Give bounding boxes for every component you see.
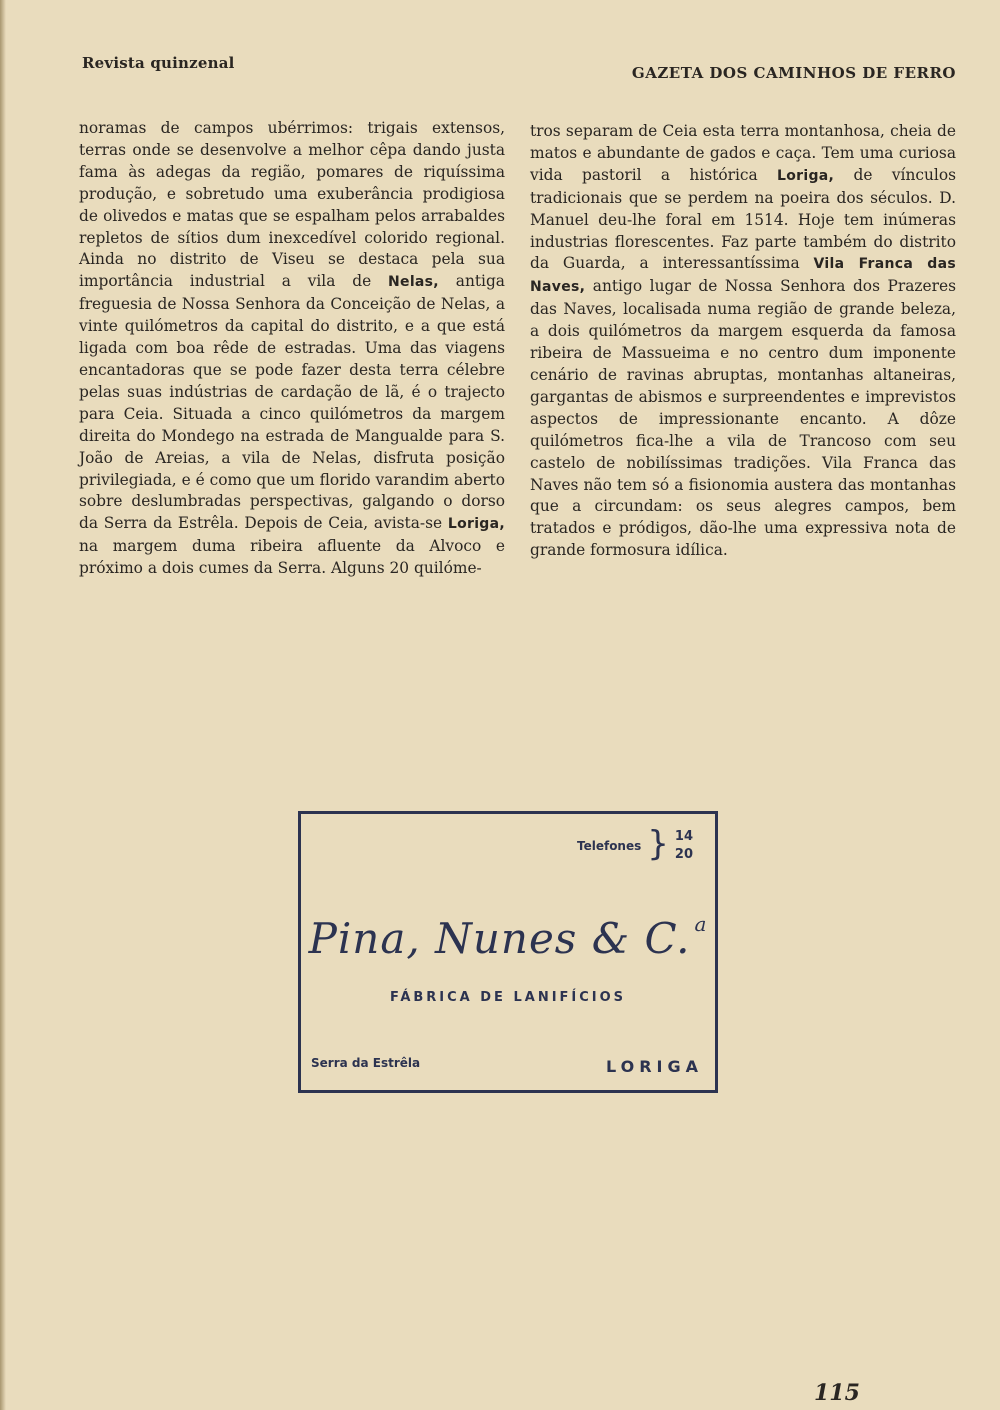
phone-number: 14 xyxy=(674,829,693,844)
phone-numbers xyxy=(675,828,693,864)
phone-number: 20 xyxy=(674,847,693,862)
place-name-nelas: Nelas, xyxy=(388,274,439,291)
ad-location-left: Serra da Estrêla xyxy=(311,1056,421,1070)
text-run: noramas de campos ubérrimos: trigais extensos, terras onde se desenvolve a melhor cêpa dando justa fama às adegas da região, pomares de riquíssima produção, e sobretudo uma exuberância prodigiosa de olivedos e matas que se espalham pelos arrabaldes repletos de sítios dum inexcedível colorido regional. Ainda no distrito de Viseu se destaca pela sua importância industrial a vila de xyxy=(79,119,505,291)
advertisement-box xyxy=(298,811,718,1093)
place-name-vila-franca: Vila Franca das Naves, xyxy=(530,256,956,296)
phone-block xyxy=(576,824,693,864)
phones-label: Telefones xyxy=(576,839,642,853)
article-paragraph xyxy=(530,121,956,562)
text-run: de vínculos tradicionais que se perdem na poeira dos séculos. D. Manuel deu-lhe foral em 1514. Hoje tem inúmeras industrias florescentes. Faz parte também do distrito da Guarda, a interessantíssima xyxy=(530,165,956,273)
place-name-loriga: Loriga, xyxy=(447,516,505,533)
article-column-left xyxy=(79,118,505,580)
company-superscript: a xyxy=(694,912,708,936)
text-run: na margem duma ribeira afluente da Alvoco e próximo a dois cumes da Serra. Alguns 20 quilóme- xyxy=(79,537,505,578)
article-paragraph xyxy=(79,118,505,580)
place-name-loriga: Loriga, xyxy=(777,167,835,184)
running-header-right: GAZETA DOS CAMINHOS DE FERRO xyxy=(631,64,956,82)
ad-location-right: LORIGA xyxy=(605,1057,703,1076)
company-subtitle: FÁBRICA DE LANIFÍCIOS xyxy=(389,990,627,1005)
text-run: tros separam de Ceia esta terra montanhosa, cheia de matos e abundante de gados e caça. Tem uma curiosa vida pastoril a histórica xyxy=(530,122,956,184)
brace-glyph: } xyxy=(647,824,669,864)
text-run: antigo lugar de Nossa Senhora dos Prazeres das Naves, localisada numa região de grande beleza, a dois quilómetros da margem esquerda da famosa ribeira de Massueima e no centro dum imponente cenário de ravinas abruptas, montanhas altaneiras, gargantas de abismos e surpreendentes e imprevistos aspectos de impressionante encanto. A dôze quilómetros fica-lhe a vila de Trancoso com seu castelo de nobilíssimas tradições. Vila Franca das Naves não tem só a fisionomia austera das montanhas que a circundam: os seus alegres campos, bem tratados e pródigos, dão-lhe uma expressiva nota de grande formosura idílica. xyxy=(530,277,956,560)
page-edge xyxy=(0,0,6,1410)
company-name xyxy=(301,912,715,963)
company-name-text: Pina, Nunes & C. xyxy=(308,914,691,963)
running-header-left: Revista quinzenal xyxy=(82,54,235,72)
page-number: 115 xyxy=(814,1380,860,1406)
article-column-right xyxy=(530,121,956,562)
text-run: antiga freguesia de Nossa Senhora da Conceição de Nelas, a vinte quilómetros da capital do distrito, e a que está ligada com boa rêde de estradas. Uma das viagens encantadoras que se pode fazer desta terra célebre pelas suas indústrias de cardação de lã, é o trajecto para Ceia. Situada a cinco quilómetros da margem direita do Mondego na estrada de Mangualde para S. João de Areias, a vila de Nelas, disfruta posição privilegiada, e é como que um florido varandim aberto sobre deslumbradas perspectivas, galgando o dorso da Serra da Estrêla. Depois de Ceia, avista-se xyxy=(79,272,505,533)
